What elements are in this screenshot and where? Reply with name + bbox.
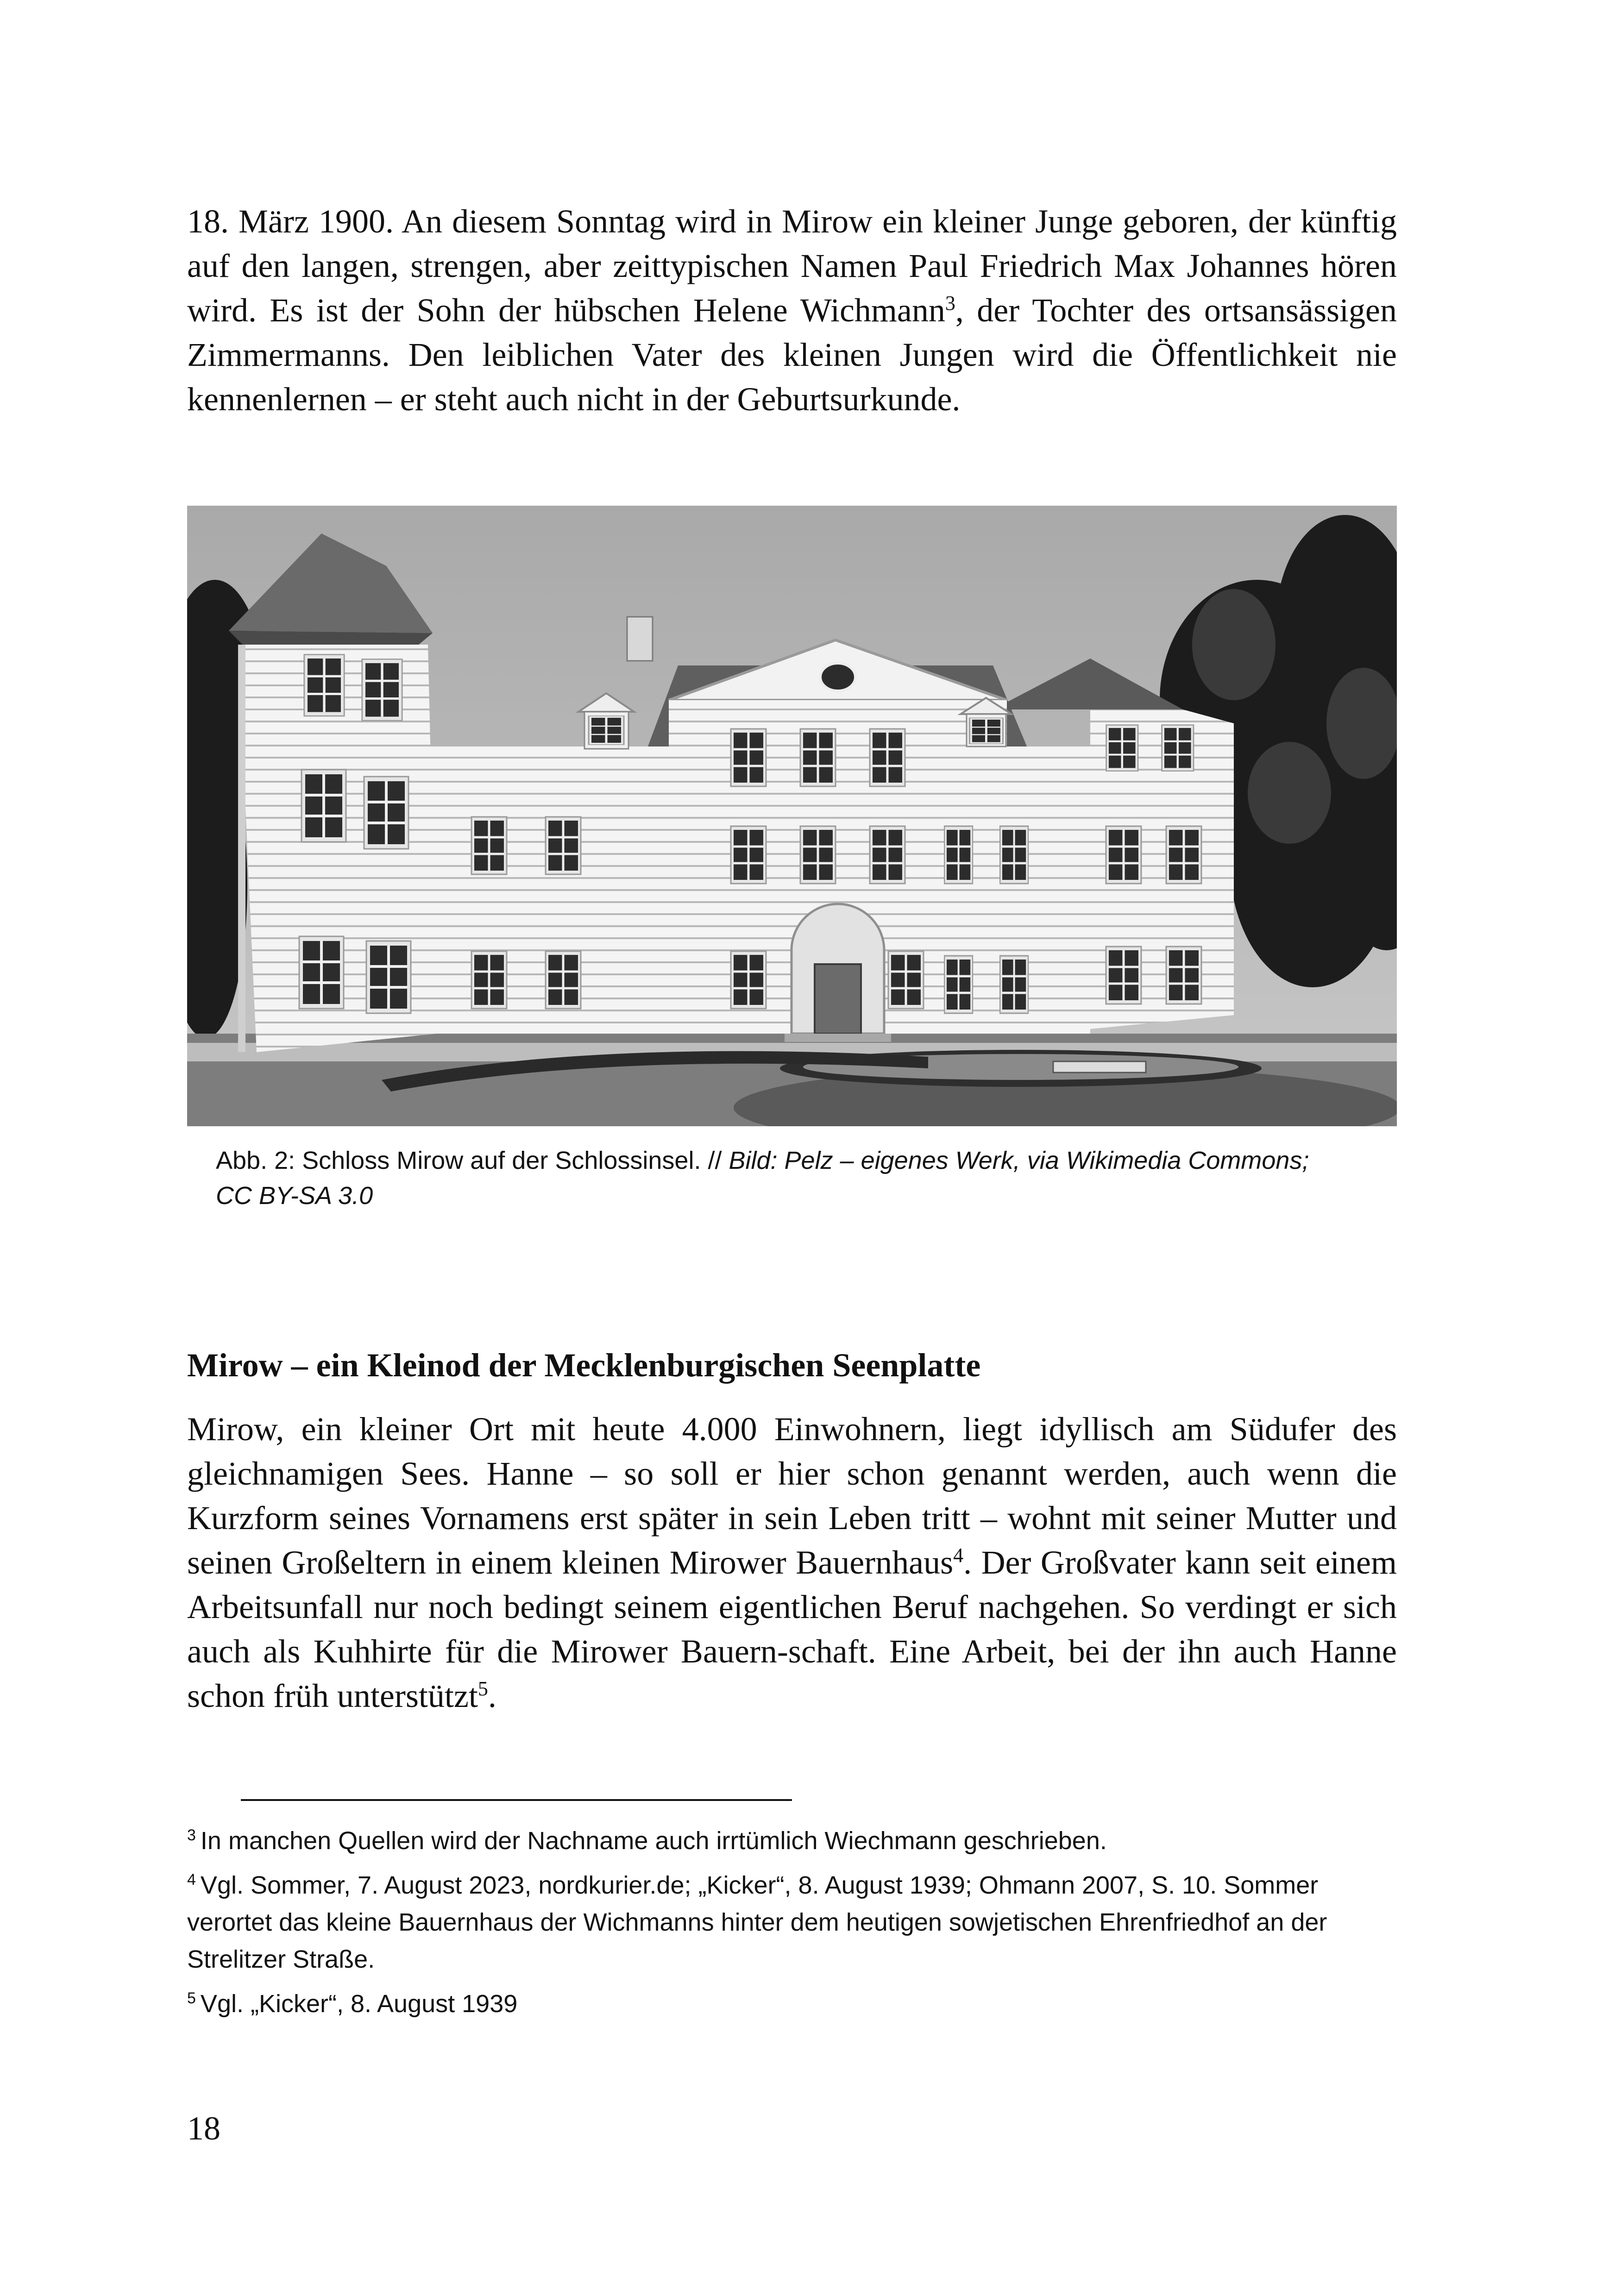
caption-label: Abb. 2: Schloss Mirow auf der Schlossinsel. //: [216, 1147, 729, 1174]
section-text-3: .: [488, 1677, 496, 1714]
intro-text-tail: , der Tochter des ortsansässigen Zimmermanns. Den leiblichen Vater des kleinen Jungen wird die Öffentlichkeit nie kennenlernen – er steht auch nicht in der Geburtsurkunde.: [187, 292, 1397, 418]
section-text-2: . Der Großvater kann seit einem Arbeitsunfall nur noch bedingt seinem eigentlichen Beruf nachgehen. So verdingt er sich auch als Kuhhirte für die Mirower Bauern-schaft. Eine Arbeit, bei der ihn auch Hanne schon früh unterstützt: [187, 1544, 1397, 1714]
footnote-text: Vgl. Sommer, 7. August 2023, nordkurier.de; „Kicker“, 8. August 1939; Ohmann 2007, S. 10. Sommer verortet das kleine Bauernhaus der Wichmanns hinter dem heutigen sowjetischen Ehrenfriedhof an der Strelitzer Straße.: [187, 1871, 1327, 1973]
caption-credit: Bild: Pelz – eigenes Werk, via Wikimedia Commons; CC BY-SA 3.0: [216, 1147, 1309, 1210]
intro-text: 18. März 1900. An diesem Sonntag wird in Mirow ein kleiner Junge geboren, der künftig auf den langen, strengen, aber zeittypischen Namen Paul Friedrich Max Johannes hören wird. Es ist der Sohn der hübschen Helene Wichmann: [187, 203, 1397, 329]
intro-paragraph: [187, 199, 1397, 421]
footnote-text: Vgl. „Kicker“, 8. August 1939: [200, 1990, 518, 2018]
footnote-3: [187, 1822, 1397, 1859]
footnote-ref-3[interactable]: 3: [945, 292, 955, 314]
section-paragraph: [187, 1407, 1397, 1718]
section-text-1: Mirow, ein kleiner Ort mit heute 4.000 Einwohnern, liegt idyllisch am Südufer des gleichnamigen Sees. Hanne – so soll er hier schon genannt werden, auch wenn die Kurzform seines Vornamens erst später in sein Leben tritt – wohnt mit seiner Mutter und seinen Großeltern in einem kleinen Mirower Bauernhaus: [187, 1411, 1397, 1581]
page-number: 18: [187, 2110, 220, 2147]
figure-caption: [216, 1143, 1327, 1213]
footnote-5: [187, 1985, 1397, 2022]
footnote-number: 3: [187, 1826, 196, 1844]
footnote-text: In manchen Quellen wird der Nachname auch irrtümlich Wiechmann geschrieben.: [200, 1827, 1107, 1855]
section-heading: Mirow – ein Kleinod der Mecklenburgischen Seenplatte: [187, 1347, 981, 1384]
footnote-number: 5: [187, 1989, 196, 2007]
footnotes: [187, 1822, 1397, 2030]
castle-photo: [187, 506, 1397, 1126]
footnote-number: 4: [187, 1871, 196, 1888]
footnote-ref-4[interactable]: 4: [953, 1544, 964, 1567]
footnote-4: [187, 1867, 1397, 1978]
castle-illustration: [187, 506, 1397, 1126]
footnote-ref-5[interactable]: 5: [478, 1677, 488, 1700]
footnote-separator: [241, 1799, 792, 1801]
